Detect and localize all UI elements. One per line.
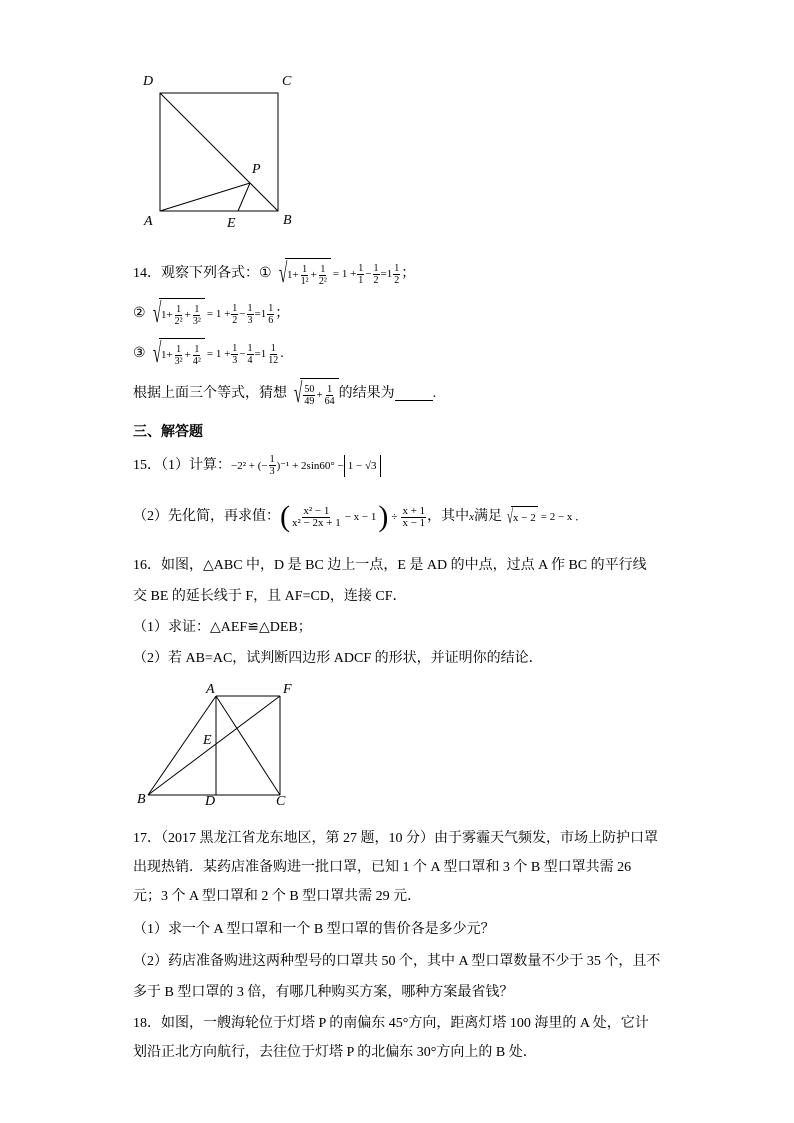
q14-guess-pre: 根据上面三个等式，猜想 [133,386,287,401]
section-heading: 三、解答题 [133,423,203,439]
q14-num: 1 [194,303,200,315]
q14-num: 50 [304,383,315,395]
fig1-label-c: C [282,74,292,89]
q14-den: 3² [192,315,201,327]
q14-line1 [133,258,415,290]
q14-line2 [133,298,289,330]
q14-den: 2 [232,314,238,326]
q15-part2 [133,502,586,532]
triangle-figure [140,680,310,810]
q14-circle1: ① [259,266,272,281]
q18-line1: 18．如图，一艘海轮位于灯塔 P 的南偏东 45°方向，距离灯塔 100 海里的 A 处，它计 [133,1016,649,1031]
q14-circle3: ③ [133,346,146,361]
q15-p1-pre: 15．（1）计算： [133,457,231,473]
q14-eq3: = 1 + [206,348,231,360]
fig2-label-b: B [137,792,146,807]
q15-p2-cond-b: 满足 [474,509,503,524]
paren-right: ) [378,500,389,533]
q15-den: 3 [269,466,275,477]
q14-num: 1 [373,262,379,274]
q14-den: 6 [268,314,274,326]
q14-eq-sign: =1 [254,308,267,320]
q14-den: 4² [192,355,201,367]
fig2-label-d: D [205,794,216,809]
q16-line4: （2）若 AB=AC，试判断四边形 ADCF 的形状，并证明你的结论． [133,651,543,666]
q15-part1 [133,454,381,477]
q14-op: + [166,309,173,321]
q16-line1: 16．如图，△ABC 中，D 是 BC 边上一点，E 是 AD 的中点，过点 A 作 BC 的平行线 [133,558,647,573]
q14-eq-sign: =1 [380,268,393,280]
q15-p1-expr-a: −2² + (− [231,459,268,472]
q14-eq-sign: =1 [254,348,267,360]
q14-num: 1 [232,302,238,314]
paren-left: ( [280,500,290,533]
q14-op: + [316,389,323,401]
fig2-label-c: C [276,794,286,809]
q17-line2: 出现热销．某药店准备购进一批口罩，已知 1 个 A 型口罩和 3 个 B 型口罩共需 26 [133,860,632,875]
q14-op: − [239,348,246,360]
q14-den: 3² [174,355,183,367]
q14-term: 1 [160,349,167,361]
q14-num: 1 [320,263,326,275]
q14-num: 1 [327,383,333,395]
q14-op: + [292,269,299,281]
q14-den: 1 [358,274,364,286]
q14-tail1: ； [401,266,416,281]
fig2-label-a: A [206,682,215,697]
q14-num: 1 [176,343,182,355]
q14-num: 1 [247,342,253,354]
q14-sqrt2: √ 1 + $\frac{1}{\text{2²}}$ + $\frac{1}{\text{3²}}$ [146,298,205,330]
segment-bf [148,696,280,795]
fig1-label-p: P [252,162,261,177]
q14-num: 1 [268,302,274,314]
q14-op: − [365,268,372,280]
q16-line3: （1）求证：△AEF≌△DEB； [133,620,312,635]
fig1-label-a: A [144,214,153,229]
q14-op: + [184,309,191,321]
q15-p2-cond-a: ，其中 [427,509,470,524]
fig1-label-d: D [143,74,154,89]
q15-p1-abs: 1 − √3 [344,455,381,477]
q14-den: 3 [247,314,253,326]
q15-p2-pre: （2）先化简，再求值： [133,509,280,524]
fig1-label-b: B [283,213,292,228]
q14-guess-line [133,378,436,410]
q15-p2-x: x [469,511,475,523]
q14-term: 1 [160,309,167,321]
q14-num: 1 [302,263,308,275]
q17-line6: 多于 B 型口罩的 3 倍，有哪几种购买方案，哪种方案最省钱？ [133,985,514,1000]
q14-tail2: ； [275,306,290,321]
square-figure [140,70,310,235]
segment-ap [160,183,250,211]
q14-den: 2 [373,274,379,286]
q14-num: 1 [358,262,364,274]
q15-p2-sqrt: √ x − 2 [506,506,536,528]
q15-p1-expr-b: )⁻¹ + 2sin60° − [276,459,344,472]
q14-line3 [133,338,284,370]
q17-line3: 元；3 个 A 型口罩和 2 个 B 型口罩共需 29 元． [133,889,422,904]
q15-p2-mid: − x − 1 [344,511,377,523]
q15-den1: x² − 2x + 1 [292,516,341,529]
q14-den: 4 [247,354,253,366]
q17-line4: （1）求一个 A 型口罩和一个 B 型口罩的售价各是多少元？ [133,922,495,937]
q15-num2: x + 1 [402,504,426,517]
q15-p2-div: ÷ [391,511,398,523]
q15-num1: x² − 1 [303,504,330,517]
q14-lead: 14．观察下列各式： [133,266,259,281]
q14-den: 2² [174,315,183,327]
q14-den: 2² [318,275,327,287]
q14-num: 1 [194,343,200,355]
q14-tail3: . [280,346,284,361]
q18-line2: 划沿正北方向航行，去往位于灯塔 P 的北偏东 30°方向上的 B 处． [133,1045,537,1060]
segment-ac [216,696,280,795]
q17-line1: 17．（2017 黑龙江省龙东地区，第 27 题，10 分）由于雾霾天气频发，市场上防护口罩 [133,831,658,846]
q16-line2: 交 BE 的延长线于 F，且 AF=CD，连接 CF． [133,589,407,604]
q17-line5: （2）药店准备购进这两种型号的口罩共 50 个，其中 A 型口罩数量不少于 35 个，且不 [133,954,661,969]
q14-op: + [310,269,317,281]
fig1-label-e: E [227,216,236,231]
fig2-label-e: E [203,733,212,748]
q14-num: 1 [270,342,276,354]
q15-den2: x − 1 [402,516,426,529]
q14-num: 1 [176,303,182,315]
q14-guess-sqrt: √ $\frac{50}{49}$ + $\frac{1}{64}$ [287,378,339,410]
q15-num: 1 [269,454,275,465]
q14-den: 3 [232,354,238,366]
q15-p2-cond-c: = 2 − x ． [540,511,587,523]
q14-num: 1 [247,302,253,314]
q14-eq2: = 1 + [206,308,231,320]
q14-op: + [166,349,173,361]
diagonal-db [160,93,278,211]
q14-den: 1² [300,275,309,287]
q14-den: 2 [394,274,400,286]
q14-circle2: ② [133,306,146,321]
q14-sqrt1: √ 1 + $\frac{1}{\text{1²}}$ + $\frac{1}{\text{2²}}$ [272,258,331,290]
fig2-label-f: F [283,682,292,697]
q14-term: 1 [286,269,293,281]
q14-end: . [432,386,437,401]
q14-op: + [184,349,191,361]
q15-p2-rad: x − 2 [511,506,538,528]
q14-den: 64 [324,395,335,407]
q14-eq1: = 1 + [332,268,357,280]
q14-sqrt3: √ 1 + $\frac{1}{\text{3²}}$ + $\frac{1}{\text{4²}}$ [146,338,205,370]
q14-den: 12 [268,354,279,366]
answer-blank [395,388,433,401]
q14-den: 49 [304,395,315,407]
q14-num: 1 [232,342,238,354]
segment-ep [238,183,250,211]
q14-num: 1 [394,262,400,274]
q14-op: − [239,308,246,320]
q14-guess-post: 的结果为 [338,386,395,401]
